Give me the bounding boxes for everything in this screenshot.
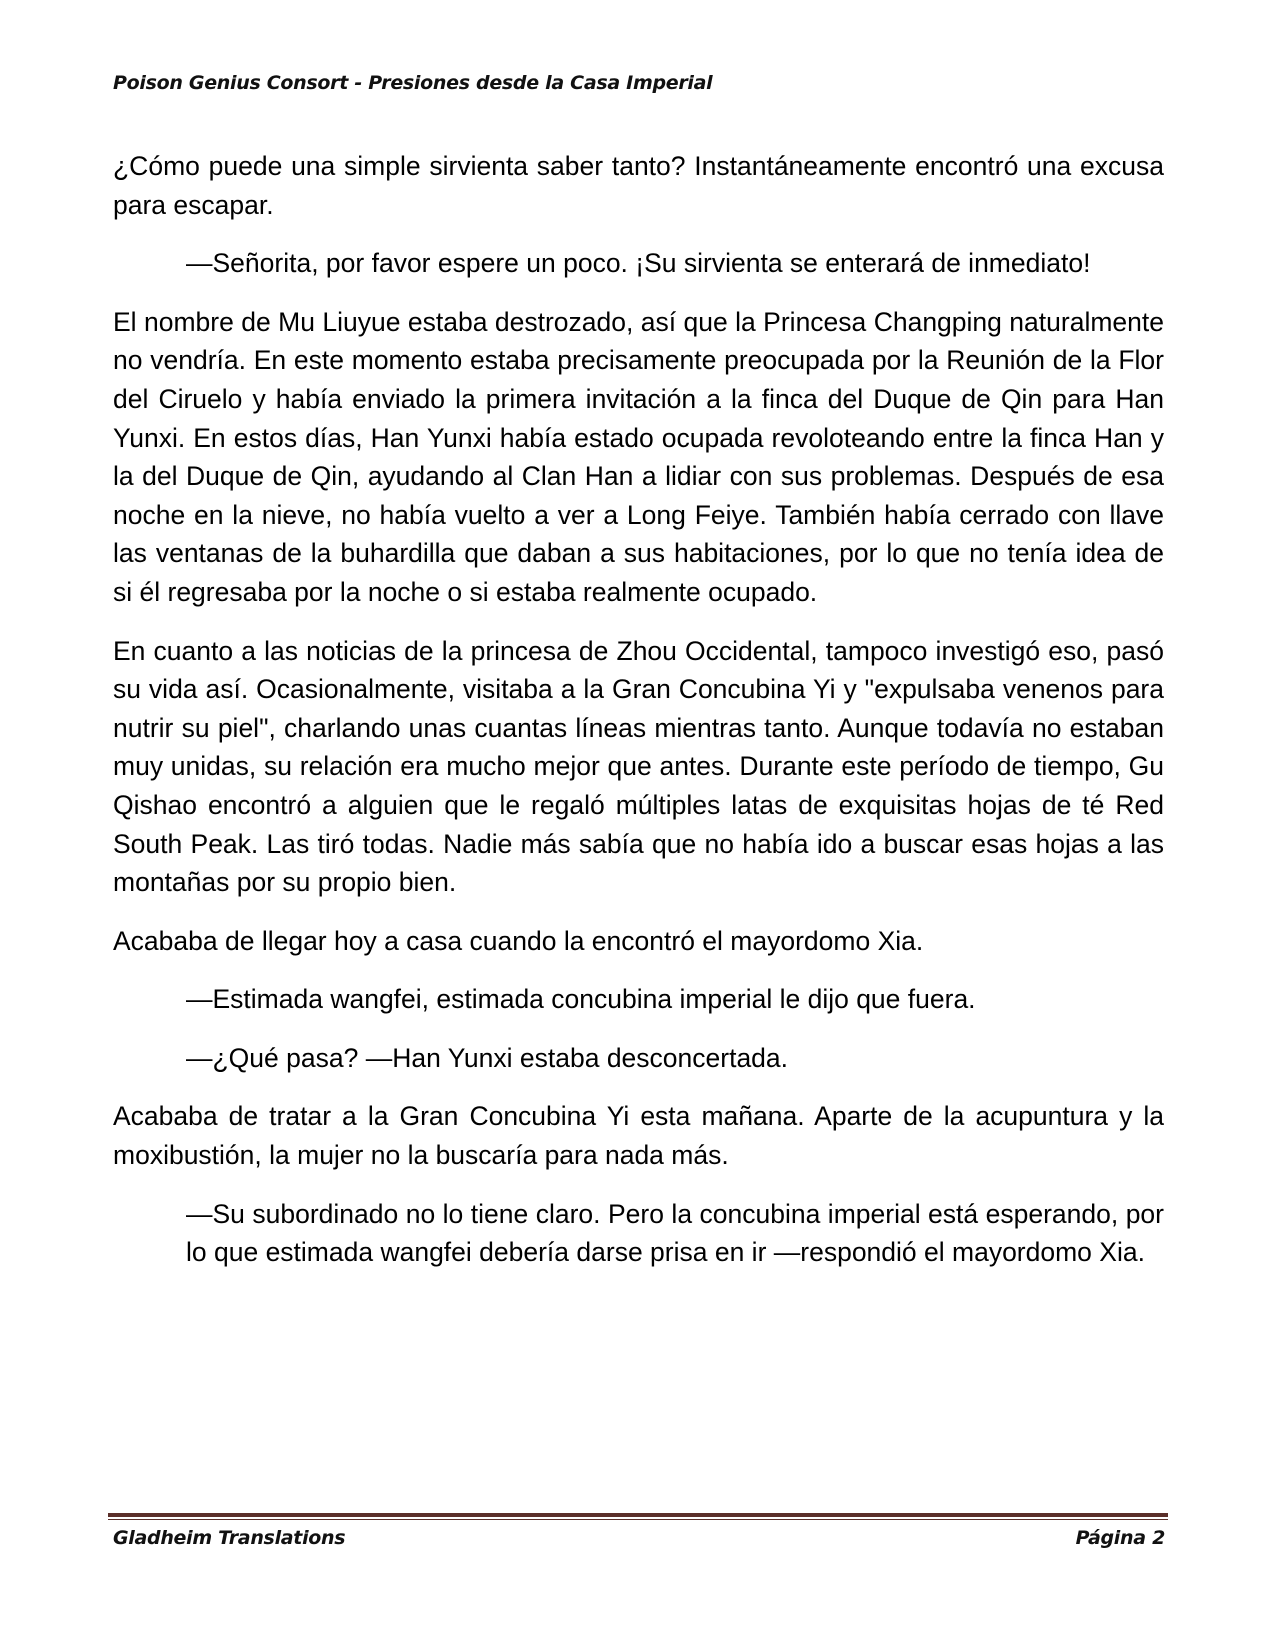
paragraph: El nombre de Mu Liuyue estaba destrozado, así que la Princesa Changping naturalmente no vendría. En este momento estaba precisamente preocupada por la Reunión de la Flor del Ciruelo y había enviado la primera invitación a la finca del Duque de Qin para Han Yunxi. En estos días, Han Yunxi había estado ocupada revoloteando entre la finca Han y la del Duque de Qin, ayudando al Clan Han a lidiar con sus problemas. Después de esa noche en la nieve, no había vuelto a ver a Long Feiye. También había cerrado con llave las ventanas de la buhardilla que daban a sus habitaciones, por lo que no tenía idea de si él regresaba por la noche o si estaba realmente ocupado. <box>113 306 1164 607</box>
dialogue-paragraph: —¿Qué pasa? —Han Yunxi estaba desconcertada. <box>186 1042 789 1073</box>
footer-divider-thick <box>108 1513 1168 1517</box>
header-title: Poison Genius Consort - Presiones desde la Casa Imperial <box>113 72 713 94</box>
page-header <box>113 72 1163 94</box>
paragraph: ¿Cómo puede una simple sirvienta saber tanto? Instantáneamente encontró una excusa para escapar. <box>113 151 1164 220</box>
footer-translator: Gladheim Translations <box>113 1527 346 1549</box>
dialogue-paragraph: —Señorita, por favor espere un poco. ¡Su sirvienta se enterará de inmediato! <box>186 248 1091 279</box>
body-text <box>113 147 1164 1292</box>
paragraph: Acababa de tratar a la Gran Concubina Yi esta mañana. Aparte de la acupuntura y la moxibustión, la mujer no la buscaría para nada más. <box>113 1101 1164 1171</box>
footer-divider-thin <box>108 1519 1168 1520</box>
page-footer <box>113 1527 1165 1549</box>
dialogue-paragraph: —Su subordinado no lo tiene claro. Pero la concubina imperial está esperando, por lo que estimada wangfei debería darse prisa en ir —respondió el mayordomo Xia. <box>186 1198 1164 1268</box>
paragraph: Acababa de llegar hoy a casa cuando la encontró el mayordomo Xia. <box>113 925 924 956</box>
footer-page-number: Página 2 <box>1075 1527 1165 1549</box>
dialogue-paragraph: —Estimada wangfei, estimada concubina imperial le dijo que fuera. <box>186 984 976 1015</box>
paragraph: En cuanto a las noticias de la princesa de Zhou Occidental, tampoco investigó eso, pasó su vida así. Ocasionalmente, visitaba a la Gran Concubina Yi y "expulsaba venenos para nutrir su piel", charlando unas cuantas líneas mientras tanto. Aunque todavía no estaban muy unidas, su relación era mucho mejor que antes. Durante este período de tiempo, Gu Qishao encontró a alguien que le regaló múltiples latas de exquisitas hojas de té Red South Peak. Las tiró todas. Nadie más sabía que no había ido a buscar esas hojas a las montañas por su propio bien. <box>113 635 1164 898</box>
footer-divider <box>108 1513 1168 1520</box>
